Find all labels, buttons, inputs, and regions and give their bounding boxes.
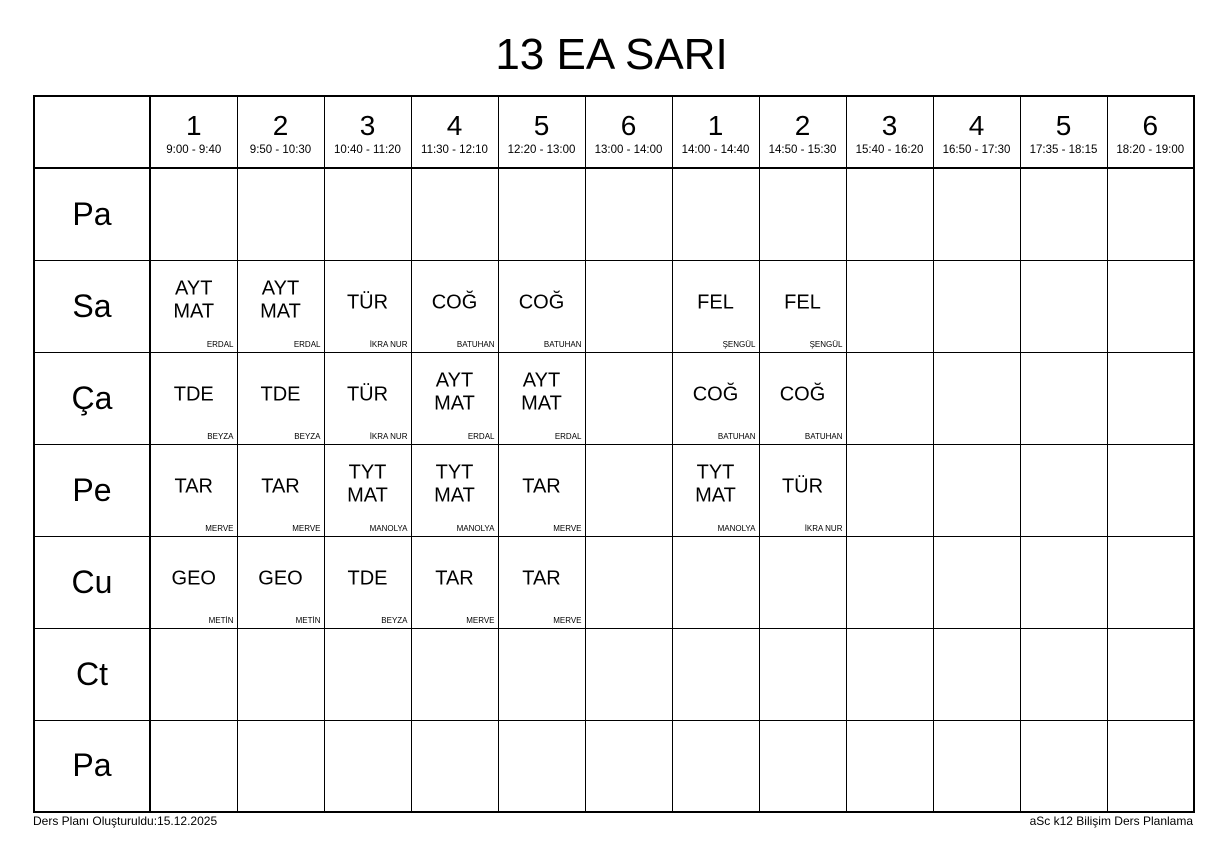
empty-cell (585, 628, 672, 720)
empty-cell (411, 168, 498, 260)
empty-cell (846, 352, 933, 444)
subject-line: MAT (434, 484, 475, 507)
period-time: 15:40 - 16:20 (855, 144, 924, 156)
subject-name (412, 369, 498, 415)
empty-cell (1107, 536, 1194, 628)
subject-name (238, 476, 324, 499)
empty-cell (759, 168, 846, 260)
empty-cell (1020, 168, 1107, 260)
teacher-name: ERDAL (467, 431, 495, 441)
subject-line: AYT (261, 277, 300, 300)
subject-name (151, 277, 237, 323)
empty-cell (846, 168, 933, 260)
empty-cell (933, 536, 1020, 628)
empty-cell (1107, 628, 1194, 720)
lesson-cell (237, 352, 324, 444)
empty-cell (585, 536, 672, 628)
subject-line: TYT (435, 461, 474, 484)
day-row (34, 628, 1194, 720)
teacher-name: MERVE (553, 615, 582, 625)
empty-cell (324, 168, 411, 260)
period-time: 14:50 - 15:30 (768, 144, 837, 156)
lesson-cell (237, 536, 324, 628)
lesson-cell (237, 260, 324, 352)
empty-cell (846, 628, 933, 720)
subject-line: COĞ (431, 291, 478, 314)
subject-line: TÜR (346, 383, 389, 406)
subject-name (412, 292, 498, 315)
empty-cell (411, 720, 498, 812)
day-label: Cu (34, 536, 150, 628)
subject-name (499, 476, 585, 499)
lesson-cell (150, 352, 237, 444)
corner-cell (34, 96, 150, 168)
day-row (34, 168, 1194, 260)
lesson-cell (411, 536, 498, 628)
subject-line: FEL (784, 291, 821, 314)
subject-name (325, 384, 411, 407)
subject-line: TAR (174, 475, 213, 498)
empty-cell (1020, 536, 1107, 628)
subject-name (499, 369, 585, 415)
empty-cell (1020, 720, 1107, 812)
subject-line: GEO (171, 567, 216, 590)
empty-cell (933, 444, 1020, 536)
empty-cell (672, 168, 759, 260)
empty-cell (237, 720, 324, 812)
empty-cell (846, 260, 933, 352)
empty-cell (498, 628, 585, 720)
lesson-cell (237, 444, 324, 536)
empty-cell (237, 628, 324, 720)
subject-name (673, 384, 759, 407)
lesson-cell (498, 260, 585, 352)
empty-cell (237, 168, 324, 260)
empty-cell (759, 628, 846, 720)
period-header-3 (324, 96, 411, 168)
subject-line: TAR (435, 567, 474, 590)
empty-cell (150, 168, 237, 260)
period-time: 14:00 - 14:40 (681, 144, 750, 156)
subject-name (499, 568, 585, 591)
subject-name (238, 568, 324, 591)
page-title: 13 EA SARI (495, 30, 728, 79)
period-header-row (34, 96, 1194, 168)
period-number: 5 (1055, 110, 1072, 141)
empty-cell (672, 628, 759, 720)
teacher-name: ŞENGÜL (809, 339, 843, 349)
subject-line: TÜR (781, 475, 824, 498)
empty-cell (1020, 260, 1107, 352)
empty-cell (672, 536, 759, 628)
subject-line: AYT (435, 369, 474, 392)
subject-line: TAR (522, 567, 561, 590)
teacher-name: MERVE (553, 523, 582, 533)
period-time: 10:40 - 11:20 (334, 144, 401, 156)
subject-line: TYT (348, 461, 387, 484)
subject-name (325, 292, 411, 315)
subject-name (238, 277, 324, 323)
lesson-cell (324, 444, 411, 536)
lesson-cell (150, 260, 237, 352)
teacher-name: MERVE (292, 523, 321, 533)
teacher-name: BATUHAN (456, 339, 495, 349)
lesson-cell (672, 260, 759, 352)
subject-line: TDE (173, 383, 214, 406)
empty-cell (672, 720, 759, 812)
lesson-cell (672, 444, 759, 536)
day-label: Pa (34, 720, 150, 812)
lesson-cell (411, 444, 498, 536)
teacher-name: BATUHAN (543, 339, 582, 349)
period-header-2 (237, 96, 324, 168)
empty-cell (585, 352, 672, 444)
lesson-cell (324, 536, 411, 628)
period-number: 2 (794, 110, 811, 141)
empty-cell (1020, 444, 1107, 536)
empty-cell (498, 168, 585, 260)
empty-cell (324, 628, 411, 720)
empty-cell (585, 720, 672, 812)
teacher-name: İKRA NUR (369, 339, 408, 349)
lesson-cell (150, 536, 237, 628)
period-time: 17:35 - 18:15 (1029, 144, 1098, 156)
empty-cell (498, 720, 585, 812)
subject-line: MAT (173, 300, 215, 323)
empty-cell (585, 260, 672, 352)
teacher-name: MERVE (205, 523, 234, 533)
lesson-cell (324, 352, 411, 444)
period-header-6 (585, 96, 672, 168)
period-number: 2 (272, 110, 289, 141)
period-number: 1 (707, 110, 724, 141)
period-header-7 (672, 96, 759, 168)
teacher-name: BEYZA (207, 431, 234, 441)
empty-cell (846, 720, 933, 812)
subject-name (325, 568, 411, 591)
empty-cell (411, 628, 498, 720)
subject-name (151, 476, 237, 499)
teacher-name: METİN (295, 615, 321, 625)
period-time: 16:50 - 17:30 (942, 144, 1011, 156)
day-row (34, 720, 1194, 812)
subject-name (151, 568, 237, 591)
empty-cell (1107, 168, 1194, 260)
lesson-cell (150, 444, 237, 536)
period-number: 6 (1142, 110, 1159, 141)
subject-line: TYT (696, 461, 735, 484)
lesson-cell (759, 444, 846, 536)
empty-cell (150, 628, 237, 720)
subject-line: TDE (347, 567, 388, 590)
teacher-name: MERVE (466, 615, 495, 625)
subject-name (499, 292, 585, 315)
teacher-name: BEYZA (381, 615, 408, 625)
subject-line: TDE (260, 383, 301, 406)
period-time: 18:20 - 19:00 (1116, 144, 1185, 156)
created-date: Ders Planı Oluşturuldu:15.12.2025 (33, 814, 218, 828)
teacher-name: ERDAL (554, 431, 582, 441)
subject-name (412, 461, 498, 507)
period-number: 5 (533, 110, 550, 141)
subject-line: MAT (695, 484, 736, 507)
subject-name (412, 568, 498, 591)
period-header-1 (150, 96, 237, 168)
teacher-name: BEYZA (294, 431, 321, 441)
subject-line: AYT (175, 277, 213, 300)
empty-cell (585, 444, 672, 536)
lesson-cell (411, 260, 498, 352)
period-header-8 (759, 96, 846, 168)
day-label: Ça (34, 352, 150, 444)
period-number: 1 (185, 110, 202, 141)
subject-line: GEO (258, 567, 303, 590)
lesson-cell (672, 352, 759, 444)
empty-cell (933, 260, 1020, 352)
subject-line: COĞ (779, 383, 826, 406)
teacher-name: BATUHAN (717, 431, 756, 441)
lesson-cell (411, 352, 498, 444)
day-label: Ct (34, 628, 150, 720)
subject-line: MAT (347, 484, 388, 507)
subject-line: COĞ (518, 291, 565, 314)
subject-name (760, 292, 846, 315)
teacher-name: ŞENGÜL (722, 339, 756, 349)
period-time: 9:50 - 10:30 (249, 144, 312, 156)
teacher-name: MANOLYA (369, 523, 408, 533)
empty-cell (1107, 444, 1194, 536)
subject-line: TÜR (346, 291, 389, 314)
subject-line: COĞ (692, 383, 739, 406)
empty-cell (1107, 720, 1194, 812)
lesson-cell (498, 536, 585, 628)
teacher-name: MANOLYA (456, 523, 495, 533)
period-time: 9:00 - 9:40 (166, 144, 222, 156)
empty-cell (150, 720, 237, 812)
software-credit: aSc k12 Bilişim Ders Planlama (1029, 814, 1193, 828)
empty-cell (759, 720, 846, 812)
empty-cell (846, 536, 933, 628)
period-number: 3 (881, 110, 898, 141)
empty-cell (1107, 260, 1194, 352)
period-header-4 (411, 96, 498, 168)
subject-name (760, 384, 846, 407)
timetable (33, 95, 1195, 813)
empty-cell (1020, 628, 1107, 720)
teacher-name: ERDAL (293, 339, 321, 349)
period-number: 6 (620, 110, 637, 141)
period-number: 4 (968, 110, 985, 141)
lesson-cell (324, 260, 411, 352)
empty-cell (1107, 352, 1194, 444)
subject-line: FEL (697, 291, 734, 314)
subject-line: TAR (261, 475, 300, 498)
day-label: Sa (34, 260, 150, 352)
lesson-cell (498, 352, 585, 444)
empty-cell (933, 352, 1020, 444)
day-row (34, 536, 1194, 628)
day-label: Pe (34, 444, 150, 536)
empty-cell (933, 720, 1020, 812)
subject-line: AYT (522, 369, 561, 392)
day-label: Pa (34, 168, 150, 260)
period-number: 4 (446, 110, 463, 141)
empty-cell (933, 168, 1020, 260)
empty-cell (324, 720, 411, 812)
teacher-name: İKRA NUR (804, 523, 843, 533)
subject-name (673, 461, 759, 507)
period-time: 11:30 - 12:10 (421, 144, 488, 156)
empty-cell (846, 444, 933, 536)
lesson-cell (759, 352, 846, 444)
teacher-name: METİN (208, 615, 234, 625)
teacher-name: İKRA NUR (369, 431, 408, 441)
subject-line: MAT (260, 300, 301, 323)
period-header-12 (1107, 96, 1194, 168)
lesson-cell (498, 444, 585, 536)
teacher-name: BATUHAN (804, 431, 843, 441)
period-header-11 (1020, 96, 1107, 168)
subject-line: TAR (522, 475, 561, 498)
subject-name (760, 476, 846, 499)
subject-name (325, 461, 411, 507)
subject-name (673, 292, 759, 315)
empty-cell (759, 536, 846, 628)
lesson-cell (759, 260, 846, 352)
period-number: 3 (359, 110, 376, 141)
empty-cell (585, 168, 672, 260)
subject-name (151, 384, 237, 407)
teacher-name: MANOLYA (717, 523, 756, 533)
subject-line: MAT (434, 392, 475, 415)
day-row (34, 352, 1194, 444)
teacher-name: ERDAL (206, 339, 234, 349)
empty-cell (933, 628, 1020, 720)
subject-name (238, 384, 324, 407)
period-time: 12:20 - 13:00 (507, 144, 576, 156)
day-row (34, 444, 1194, 536)
empty-cell (1020, 352, 1107, 444)
period-time: 13:00 - 14:00 (594, 144, 663, 156)
subject-line: MAT (521, 392, 562, 415)
day-row (34, 260, 1194, 352)
period-header-5 (498, 96, 585, 168)
period-header-10 (933, 96, 1020, 168)
period-header-9 (846, 96, 933, 168)
